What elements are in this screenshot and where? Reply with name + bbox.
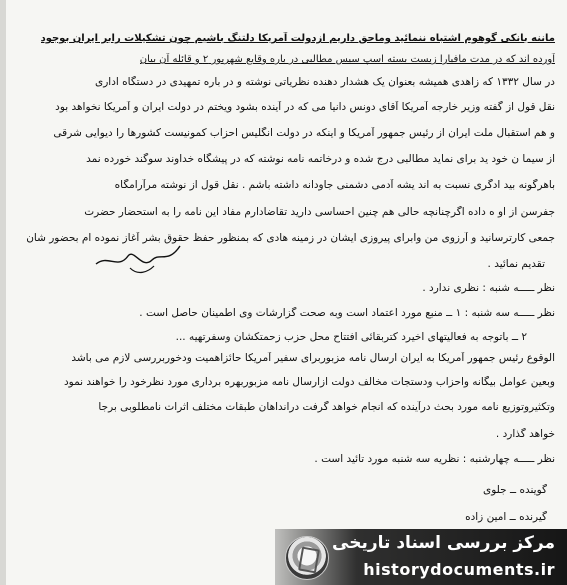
document-line: تقدیم نمائید . [487,258,545,270]
document-line: خواهد گذارد . [495,428,555,440]
document-line: از سیما ن خود ید برای نماید مطالبی درج شده و درخاتمه نامه نوشته که در پیشگاه خداوند سوگند خورده نمد [86,153,555,165]
signature-scribble [90,236,190,280]
page-edge [0,0,6,585]
document-line: الوقوع رئیس جمهور آمریکا به ایران ارسال نامه مزبوربرای سفیر آمریکا حائزاهمیت ودخوربررسی لازم می باشد [71,352,555,364]
document-line: در سال ۱۳۳۲ که زاهدی همیشه بعنوان یک هشدار دهنده نظریاتی نوشته و در باره تمهیدی در دستگاه اداری [94,76,555,88]
document-line: نظر ـــــه سه شنبه : ۱ ــ منبع مورد اعتماد است وبه صحت گزارشات وی اطمینان حاصل است . [139,307,555,319]
watermark-title: مرکز بررسی اسناد تاریخی [332,533,555,553]
document-line: آورده اند که در مدت مافیارا زیست بسته اسپ سیس مطالبی در باره وقایع شهریور ۲ و قائله آن بیان [139,54,555,65]
archive-logo-icon [285,536,329,580]
watermark-url: historydocuments.ir [363,560,555,579]
document-line: نقل قول از گفته وزیر خارجه آمریکا آقای دونس دانیا می که در آینده بشود ویختم در دولت ایران و آمریکا نخواهد بود [55,101,555,113]
document-line: نظر ـــــه چهارشنبه : نظریه سه شنبه مورد تائید است . [314,453,555,465]
handwritten-mark [90,236,190,284]
document-line: گیرنده ــ امین زاده [465,511,547,523]
document-line: ماننه بانکی گوهوم اشتباه ننمائید وماحق داریم ازدولت آمریکا دلتنگ باشیم چون تشکیلات رابر ایران بوجود [40,33,555,44]
document-line: نظر ـــــه شنبه : نظری ندارد . [422,282,555,294]
document-line: ۲ ــ باتوجه به فعالیتهای اخیرد کتربقائی افتتاح محل حزب زحمتکشان وسفرتهیه ... [175,331,527,343]
document-line: وبعین عوامل بیگانه واحزاب ودستجات مخالف دولت ازارسال نامه مزبوربهره برداری مورد نظرخود را خواهند نمود [64,376,555,388]
document-line: و هم استقبال ملت ایران از رئیس جمهور آمریکا و اینکه در دولت انگلیس احزاب کمونیست کشورها را دیوایی شرقی [53,127,555,139]
document-line: گوینده ــ جلوی [483,484,547,496]
document-line: جمعی کارترسانید و آرزوی من وابرای پیروزی ایشان در زمینه هادی که بمنظور حفظ حقوق بشر آغاز نموده ام بحضور شان [26,232,555,244]
document-line: باهرگونه بید ادگری نسبت به اند یشه آدمی دشمنی جاودانه داشته باشم . نقل قول از نوشته مرآرامگاه [114,179,555,191]
document-line: وتکثیروتوزیع نامه مورد بحث درآینده که انجام خواهد گرفت درانداهان طبقات مختلف اثرات نامطلوبی برجا [98,401,555,413]
document-line: جفرسن از او ه داده اگرچنانچه حالی هم چنین احساسی دارید تقاضادارم مفاد این نامه را به استحضار حضرت [84,206,555,218]
watermark-banner [275,529,567,585]
